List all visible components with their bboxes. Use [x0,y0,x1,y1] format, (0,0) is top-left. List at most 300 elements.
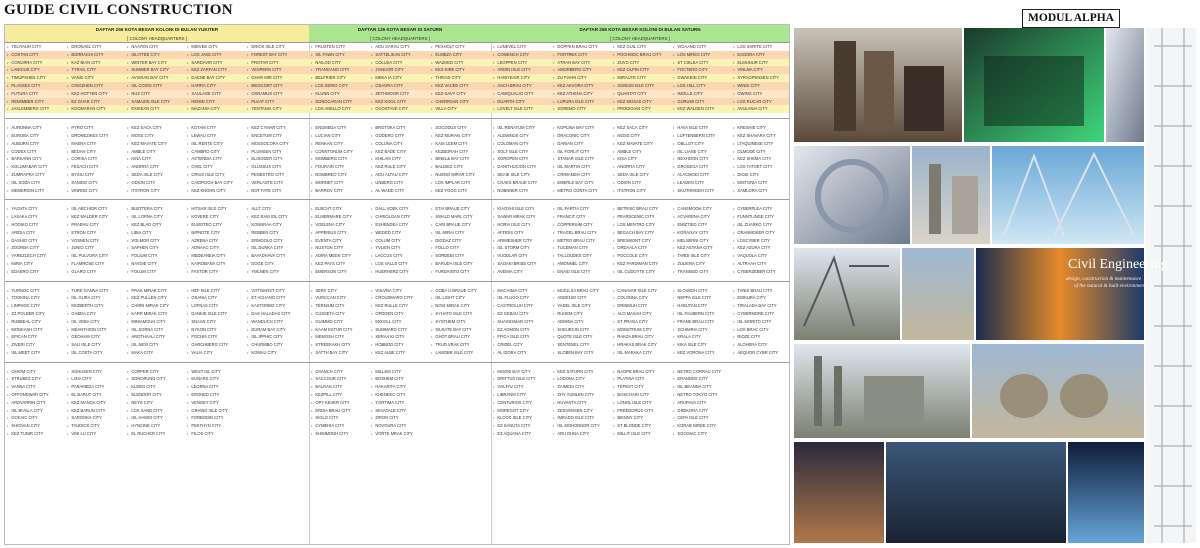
city-cell: • SEDA ISLE CITY [613,171,670,179]
city-cell: • GODERO CITY [371,132,428,140]
city-cell: • ELWOTEO CITY [187,221,244,229]
table-row [5,171,789,179]
city-cell: • OHIOM CITY [7,368,64,376]
city-cell: • BIESCORT CITY [247,82,304,90]
city-cell: • SCHIMRIA CITY [673,326,730,334]
city-cell: • SATTELIKAN CITY [371,51,428,59]
city-cell: • ITSTRON CITY [613,187,670,195]
table-row [5,383,789,391]
city-cell: • VINROD CITY [67,187,124,195]
city-cell: • KEZ RULLE CITY [371,302,428,310]
city-cell: • COMENCH CITY [493,51,550,59]
city-cell: • AUBURN CITY [7,140,64,148]
city-cell: • CYBERMORE CITY [733,310,790,318]
city-cell: • ELMUNUR CITY [733,59,790,67]
city-cell: • DASHIO CITY [7,237,64,245]
city-cell: • RUBBEAL CITY [7,318,64,326]
city-cell: • KAIS LEEM CITY [431,140,488,148]
city-cell: • KEZ AKVORA CITY [553,82,610,90]
section-subheader: [ COLONY HEADQUARTERS ] [5,35,309,43]
table-row [5,229,789,237]
city-cell: • ALO MASAH CITY [613,310,670,318]
city-cell: • PLKAT CITY [247,98,304,106]
city-cell: • MIXVILL CITY [371,318,428,326]
city-cell: • ZIRON CITY [371,414,428,422]
city-cell: • GROSEGA CITY [673,163,730,171]
table-row [5,391,789,399]
group-separator [5,357,789,368]
city-cell: • ZUMRAPRA CITY [7,171,64,179]
city-cell: • EMERLE BAY CITY [553,179,610,187]
city-cell: • FILOS CITY [187,430,244,438]
city-cell: • ISL CUDOYTE CITY [613,268,670,276]
city-cell: • PEXHOLT CITY [431,43,488,51]
city-cell: • MELSERNI CITY [673,237,730,245]
city-cell: • ISL LORNA CITY [127,213,184,221]
city-cell: • SENTENEL CITY [553,341,610,349]
city-cell: • METRO CONTA CITY [553,187,610,195]
city-cell: • KEZ PAYS CITY [311,260,368,268]
city-cell: • ISL FORLIT CITY [553,148,610,156]
city-cell: • KOPLINA BAY CITY [553,124,610,132]
city-cell: • NOMBREO CITY [311,171,368,179]
table-row [5,318,789,326]
city-cell: • NOVI MIRAK CITY [431,302,488,310]
city-cell: • HITSAR ISLE CITY [187,205,244,213]
city-cell: • LOS IMPLAR CITY [431,179,488,187]
city-cell: • ADU ALTAU CITY [371,171,428,179]
city-cell: • LASAKA CITY [7,213,64,221]
city-cell: • DIGDAZ CITY [431,237,488,245]
city-cell: • OPDOEN CITY [371,310,428,318]
city-cell: • ETRON CITY [67,229,124,237]
city-cell: • CHIRN MIRAK CITY [127,302,184,310]
city-cell: • MIDVEE CITY [187,43,244,51]
table-row [5,90,789,98]
city-cell: • ENAID ISLE CITY [553,268,610,276]
city-cell: • BARKANN CITY [7,155,64,163]
city-cell: • YENTANIA CITY [247,105,304,113]
city-cell: • NIPNOTE CITY [187,229,244,237]
city-cell: • EZ AOMON CITY [493,326,550,334]
city-cell: • NAYDIE CITY [127,260,184,268]
city-cell: • LONOL ISLE CITY [613,399,670,407]
table-row [5,375,789,383]
city-cell: • KHENEEC CITY [371,391,428,399]
city-cell: • RUHEM CITY [553,310,610,318]
table-row [5,163,789,171]
city-cell: • ADMINA CITY [553,318,610,326]
city-cell: • KEZ TUNIR CITY [7,430,64,438]
city-cell: • ANORRA CITY [127,163,184,171]
city-cell: • VOLVNA CITY [371,287,428,295]
city-cell: • VOELENA CITY [311,221,368,229]
section-subheader: [ COLONY HEADQUARTERS ] [491,35,789,43]
city-cell: • GHOT BRAU CITY [431,333,488,341]
city-cell: • ANDENIO CITY [553,294,610,302]
city-cell: • TOOKINA CITY [7,294,64,302]
city-cell: • HANIYEAIR CITY [493,74,550,82]
city-cell: • ARIDIA CITY [7,229,64,237]
city-cell: • NETRO CORRAU CITY [673,368,730,376]
city-cell: • KOVERE CITY [187,213,244,221]
city-cell: • DOPPEN BRAU CITY [553,43,610,51]
city-cell: • LUPURA ISLE CITY [553,98,610,106]
city-cell: • YEUYAUH CITY [7,43,64,51]
city-cell: • ISL VEBA CITY [67,318,124,326]
city-cell: • ARDIN ISLE CITY [493,66,550,74]
city-cell: • WEST ISL CITY [187,368,244,376]
city-cell: • ALOHERA CITY [733,341,790,349]
city-cell: • JUNIO CITY [67,244,124,252]
table-row [5,124,789,132]
city-cell: • KEZPILL CITY [311,391,368,399]
city-cell: • DIOSI CITY [733,171,790,179]
table-row [5,414,789,422]
city-cell: • FOCHIS CITY [187,333,244,341]
city-cell: • ADIRA MEEK CITY [311,252,368,260]
city-cell: • COLONNA CITY [613,294,670,302]
city-cell: • PLASSES CITY [7,82,64,90]
city-cell: • ADNAAC CITY [187,244,244,252]
city-cell: • ASCH BRAU CITY [493,82,550,90]
city-cell: • OCOSTAVE CITY [371,105,428,113]
city-cell: • DANITHUCION CITY [493,163,550,171]
city-cell: • AMBLE CITY [613,148,670,156]
city-cell: • KEZ MALDER CITY [67,213,124,221]
city-cell: • NUENO MIRAR CITY [431,171,488,179]
city-cell: • VANSI CITY [67,74,124,82]
city-cell: • FUTURA CITY [7,90,64,98]
city-cell: • KEZ SHAVARA CITY [733,132,790,140]
city-cell: • YORTIMA CITY [371,399,428,407]
city-cell: • ARGTHAALI CITY [127,333,184,341]
city-cell: • KEZ SHEMA CITY [733,155,790,163]
city-cell: • ODION CITY [613,179,670,187]
city-cell: • KEZ SATURN CITY [553,368,610,376]
city-cell: • KEZ OLPIN CITY [613,66,670,74]
city-cell: • AVIARAN BAY CITY [127,74,184,82]
city-cell: • TUCEMAN CITY [553,244,610,252]
city-cell: • YVLIEN CITY [371,244,428,252]
city-cell: • CYBERZEBER CITY [733,268,790,276]
city-cell: • ETAI BRAUE CITY [431,205,488,213]
city-cell: • KAAM ESTUR CITY [311,326,368,334]
city-cell: • EL RUCHER CITY [127,430,184,438]
city-cell: • BARUDA ISLE CITY [431,260,488,268]
city-cell: • MILLEM CITY [371,368,428,376]
city-cell: • GREKORA CITY [673,407,730,415]
city-cell: • CONURRA CITY [7,59,64,67]
city-cell: • KEZ MANOA CITY [67,399,124,407]
city-cell: • EUNARS CITY [187,375,244,383]
city-cell: • BELFRIER CITY [311,74,368,82]
city-cell: • MONKASH CITY [7,326,64,334]
city-cell: • VOTWARST CITY [247,287,304,295]
city-cell: • VUODLAR CITY [493,252,550,260]
city-cell: • ISL MARTIN CITY [553,163,610,171]
city-cell: • SORDEBI CITY [431,252,488,260]
city-cell: • OXNAMUS CITY [247,90,304,98]
city-cell: • GLARO CITY [67,268,124,276]
city-cell: • FOLUM CITY [127,268,184,276]
city-cell: • HOOIKO CITY [7,221,64,229]
city-cell: • KARR MIRAK CITY [127,310,184,318]
city-cell: • CUSSETA CITY [311,310,368,318]
city-cell: • MISTONIA CITY [733,179,790,187]
city-cell: • GABDA CITY [67,310,124,318]
city-cell: • EPICAN CITY [7,333,64,341]
group-separator [5,276,789,287]
table-row [5,43,789,51]
city-cell: • YRANGANO CITY [311,66,368,74]
city-cell: • VURCCAN CITY [311,294,368,302]
city-cell: • WAZHED CITY [431,59,488,67]
table-row [5,399,789,407]
city-cell: • KIAOSHI ISLE CITY [493,205,550,213]
city-cell: • PRODIGIAN CITY [613,105,670,113]
city-cell: • ATRAN BAY CITY [553,59,610,67]
city-cell: • KLEBO CITY [127,383,184,391]
city-cell: • DURAM BAY CITY [247,326,304,334]
table-row [5,252,789,260]
table-row [5,244,789,252]
city-cell: • PYRO CITY [67,124,124,132]
city-cell: • HYNCINE CITY [127,422,184,430]
city-cell: • KRALA CITY [673,333,730,341]
city-cell: • ODION CITY [127,179,184,187]
city-cell: • DRONEZIKES CITY [67,132,124,140]
city-cell: • MEMOSH CITY [311,333,368,341]
city-cell: • KEZ RULE CITY [371,163,428,171]
city-cell: • TAUDIOS CITY [67,422,124,430]
city-cell: • SONIUM ISLE CITY [613,82,670,90]
city-cell: • POCHMOC BRAU CITY [613,51,670,59]
table-row [5,310,789,318]
city-cell: • VOLFAV CITY [493,383,550,391]
city-cell: • LOS SERIO CITY [311,82,368,90]
city-cell: • PRAK MIRAK CITY [127,287,184,295]
city-cell: • CAIDROGH BAY CITY [187,179,244,187]
city-cell: • KEZ MAVATE CITY [613,140,670,148]
city-cell: • SATTH BAY CITY [311,349,368,357]
city-cell: • MAERA CITY [67,140,124,148]
photo-gallery [794,26,1196,543]
city-cell: • KEZ ZARFAN CITY [187,66,244,74]
city-cell: • CHAES BRAUE CITY [493,179,550,187]
table-row [5,430,789,438]
city-cell: • KEZ YOGG CITY [431,187,488,195]
city-cell: • VIGAAND CITY [673,43,730,51]
city-cell: • AZRENA CITY [187,237,244,245]
city-cell: • BEDAH CITY [67,148,124,156]
city-cell: • HOBBOD CITY [371,341,428,349]
city-cell: • XYRAOPENSEN CITY [733,74,790,82]
city-cell: • LOVELT ISLE CITY [493,105,550,113]
city-cell: • GOBA U BRAUE CITY [431,287,488,295]
city-cell: • TANUI BRAU CITY [733,287,790,295]
city-cell: • STRUBEZ CITY [7,375,64,383]
city-cell: • CRIMANDIA CITY [553,171,610,179]
city-cell: • VANNA CITY [7,383,64,391]
city-cell: • BRESMONT CITY [613,237,670,245]
city-cell: • EZ SANUTA CITY [493,422,550,430]
table-row [5,302,789,310]
city-cell: • SALI ISLE CITY [67,341,124,349]
city-cell: • NAOPE BRAU CITY [613,368,670,376]
city-cell: • ISL PULVORA CITY [67,252,124,260]
city-cell: • OLMODE CITY [733,148,790,156]
city-cell: • PEKTHYN CITY [187,422,244,430]
city-cell: • KEZ KOOL CITY [371,98,428,106]
city-cell: • KEZ PULLEN CITY [127,294,184,302]
city-cell: • SAMLORA CITY [733,187,790,195]
city-cell: • YMLNEN CITY [247,268,304,276]
city-cell: • CINGZHEN CITY [67,82,124,90]
city-cell: • STANAR ISLE CITY [553,155,610,163]
section-subheader: [ COLONY HEADQUARTERS ] [309,35,491,43]
city-cell: • LUFTENBERN CITY [673,132,730,140]
table-row [5,140,789,148]
city-cell: • MAKA CITY [127,349,184,357]
city-cell: • ISL HAWIO CITY [127,414,184,422]
city-cell: • KAIROBANA CITY [187,260,244,268]
city-cell: • ELENDOR CITY [127,391,184,399]
table-row [5,74,789,82]
city-cell: • MOSS CITY [127,132,184,140]
city-cell: • ESHENDEA CITY [371,221,428,229]
city-cell: • QUOTE ISLE CITY [553,333,610,341]
city-cell: • EVENTA CITY [311,237,368,245]
city-cell: • BALRAN CITY [311,383,368,391]
city-cell: • VOLMOR CITY [127,237,184,245]
city-cell: • ELMEZA CITY [431,51,488,59]
city-cell: • MONSTRUM CITY [613,326,670,334]
city-cell: • ARDVARRIN CITY [7,399,64,407]
city-cell: • IMRADO ISLE CITY [553,414,610,422]
city-cell: • KEZ VACEE CITY [431,82,488,90]
city-cell: • LOS VALLE CITY [371,260,428,268]
city-cell: • AL IDORA CITY [493,349,550,357]
city-cell: • DRITTUS ISLE CITY [493,375,550,383]
city-cell: • ELISODER CITY [247,155,304,163]
city-cell: • KISA CITY [613,155,670,163]
city-cell: • PROTAR CITY [247,59,304,67]
city-cell: • LAMOBR ISLE CITY [431,349,488,357]
city-cell: • LOSCYBER CITY [733,237,790,245]
city-cell: • SLOVEDH CITY [673,287,730,295]
city-cell: • MILLIT ISLE CITY [613,430,670,438]
city-cell: • GARCHBERG CITY [187,341,244,349]
city-cell: • KHILAM CITY [371,155,428,163]
city-cell: • SYHATO ISLE CITY [431,310,488,318]
table-row [5,187,789,195]
city-cell: • CHRIOLOAN CITY [371,213,428,221]
city-cell: • ALLT CITY [247,205,304,213]
city-cell: • EMERSON CITY [311,268,368,276]
city-cell: • MOREGOT CITY [493,407,550,415]
table-row [5,105,789,113]
city-cell: • ST CIKLEA CITY [673,59,730,67]
city-cell: • LIXIA CITY [67,375,124,383]
section-header: DAFTAR 256 KOTA BESAR KOLONI DI BULAN SATURN [491,25,789,35]
city-cell: • VINLMA CITY [733,66,790,74]
city-cell: • SACCOUR CITY [311,375,368,383]
city-cell: • SUMMARO CITY [371,326,428,334]
table-row [5,294,789,302]
city-cell: • SAPHEN CITY [127,244,184,252]
city-cell: • FRUSTEN CITY [311,43,368,51]
city-cell: • SONOCARAN CITY [311,98,368,106]
city-cell: • ISL RENATUM CITY [493,124,550,132]
city-cell: • PRAEHU CITY [67,221,124,229]
city-cell: • ARU DHNA CITY [553,430,610,438]
city-cell: • HUVANTA CITY [553,399,610,407]
city-cell: • SONORUNN CITY [127,375,184,383]
table-row [5,59,789,67]
city-cell: • MINIAMOUH CITY [127,318,184,326]
city-cell: • VERLASTE CITY [247,179,304,187]
city-cell: • DAENE BAY CITY [187,74,244,82]
city-cell: • REBBEN CITY [247,229,304,237]
table-row [5,132,789,140]
city-cell: • SOLT ISLE CITY [493,148,550,156]
city-cell: • ISL COIOS CITY [127,82,184,90]
city-cell: • ALACMODI CITY [673,171,730,179]
city-cell: • PLATINA CITY [613,375,670,383]
city-cell: • KEZ ALBE CITY [371,349,428,357]
city-cell: • AL WADD CITY [371,187,428,195]
city-cell: • FOURAIN CITY [311,163,368,171]
city-cell: • BORRACHI CITY [67,51,124,59]
city-cell: • FOCTERO CITY [673,66,730,74]
city-cell: • KEZ MURAKI CITY [431,132,488,140]
city-cell: • NETRO TOKYO CITY [673,391,730,399]
city-cell: • ISL MORITO CITY [733,318,790,326]
section-header: DAFTAR 126 KOTA BESAR DI SATURN [309,25,491,35]
city-cell: • CHURMBO CITY [247,341,304,349]
city-cell: • ST BLONDE CITY [613,422,670,430]
city-cell: • NYKON CITY [187,326,244,334]
city-cell: • EDIKURA CITY [733,294,790,302]
city-cell: • FFICA ISLE CITY [493,333,550,341]
city-cell: • SLOBEN BAY CITY [553,349,610,357]
city-cell: • WINTER BAY CITY [127,59,184,67]
city-cell: • ARUPAVA CITY [673,399,730,407]
city-cell: • COLUM CITY [371,237,428,245]
city-cell: • GHAR MIR CITY [247,74,304,82]
city-cell: • KRESHIE CITY [733,124,790,132]
city-cell: • MIRIA CITY [7,260,64,268]
city-cell: • DOGE CITY [247,260,304,268]
city-cell: • BALDIEZ CITY [431,163,488,171]
city-cell: • NEYS CITY [127,399,184,407]
city-cell: • CYBERPLEA CITY [733,205,790,213]
city-cell: • XOROPEN CITY [493,155,550,163]
city-cell: • ALTRAAH CITY [733,260,790,268]
city-cell: • LANGIUS CITY [7,66,64,74]
city-cell: • FOREST BAY CITY [247,51,304,59]
city-cell: • LEOPPEN CITY [493,59,550,67]
city-cell: • KEZ VORONA CITY [673,349,730,357]
city-cell: • ORDAALA CITY [613,244,670,252]
city-cell: • COPPER CITY [127,368,184,376]
city-cell: • FREEDORUS CITY [613,407,670,415]
city-cell: • NEPPA ISLE CITY [673,294,730,302]
city-cell: • KOOMARAN CITY [67,105,124,113]
city-cell: • UNBERG CITY [371,179,428,187]
city-cell: • BYSIU CITY [67,171,124,179]
